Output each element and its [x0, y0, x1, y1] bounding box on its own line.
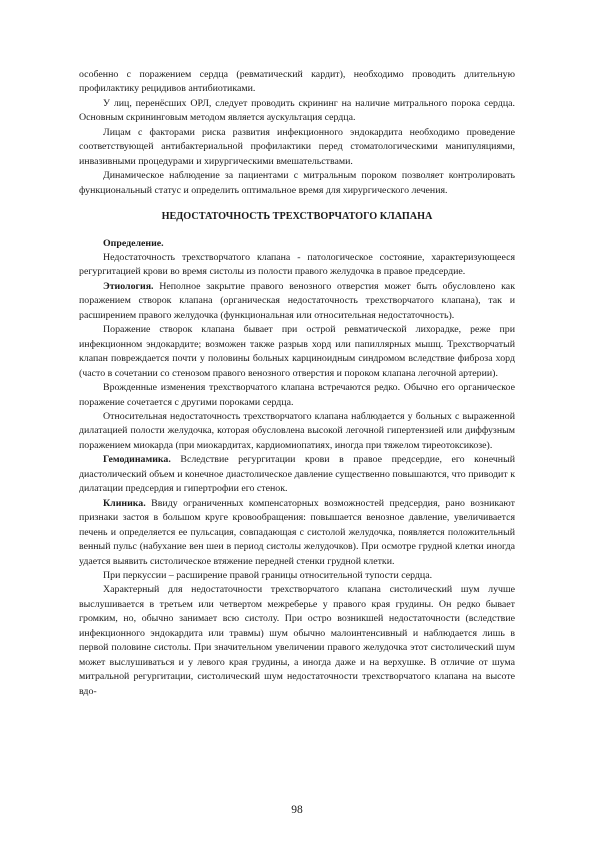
section-title: НЕДОСТАТОЧНОСТЬ ТРЕХСТВОРЧАТОГО КЛАПАНА [161, 211, 433, 223]
intro-paragraph: Лицам с факторами риска развития инфекционного эндокардита необходимо проведение соответствующей антибактериальной профилактики перед стоматологическими манипуляциями, инвазивными процедурами и хирургическими вмешательствами. [79, 126, 515, 167]
hemodynamics-text: Вследствие регургитации крови в правое предсердие, его конечный диастолический объем и конечное диастолическое давление существенно повышаются, что приводит к дилатации предсердия и гипертрофии его стенок. [79, 454, 515, 495]
etiology-paragraph: Поражение створок клапана бывает при острой ревматической лихорадке, реже при инфекционном эндокардите; возможен также разрыв хорд или папиллярных мышц. Трехстворчатый клапан повреждается почти у половины больных карциноидным синдромом вследствие фиброза хорд (часто в сочетании со стенозом правого венозного отверстия и пороком клапана легочной артерии). [79, 324, 515, 379]
hemodynamics-heading: Гемодинамика. [103, 454, 171, 466]
intro-paragraph: особенно с поражением сердца (ревматический кардит), необходимо проводить длительную профилактику рецидивов антибиотиками. [79, 69, 515, 95]
clinic-paragraph: При перкуссии – расширение правой границы относительной тупости сердца. [103, 569, 433, 581]
intro-paragraph: У лиц, перенёсших ОРЛ, следует проводить скрининг на наличие митрального порока сердца. Основным скрининговым методом является аускультация сердца. [79, 97, 515, 124]
page-number: 98 [291, 804, 303, 816]
definition-paragraph: Недостаточность трехстворчатого клапана - патологическое состояние, характеризующееся регургитацией крови во время систолы из полости правого желудочка в правое предсердие. [79, 251, 515, 278]
etiology-paragraph: Врожденные изменения трехстворчатого клапана встречаются редко. Обычно его органическое поражение сочетается с другими пороками сердца. [79, 382, 515, 408]
etiology-heading: Этиология. [103, 280, 154, 292]
clinic-paragraph: Характерный для недостаточности трехстворчатого клапана систолический шум лучше выслушивается в третьем или четвертом межреберье у правого края грудины. Он редко бывает громким, но, обычно занимает всю систолу. При остро возникшей недостаточности (вследствие инфекционного эндокардита или травмы) шум обычно малоинтенсивный и наблюдается лишь в первой половине систолы. При значительном увеличении правого желудочка этот систолический шум может выслушиваться и у левого края грудины, а иногда даже и на верхушке. В отличие от шума митральной регургитации, систолический шум недостаточности трехстворчатого клапана на высоте вдо- [79, 584, 515, 697]
clinic-text: Ввиду ограниченных компенсаторных возможностей предсердия, рано возникают признаки застоя в большом круге кровообращения: повышается венозное давление, увеличивается печень и определяется ее пульсация, совпадающая с систолой желудочка, появляется положительный венный пульс (набухание вен шеи в период систолы желудочков). При осмотре грудной клетки иногда удается выявить систолическое втяжение передней стенки грудной клетки. [79, 497, 515, 567]
definition-heading: Определение. [103, 237, 164, 249]
hemodynamics-paragraph [79, 453, 515, 496]
intro-paragraph: Динамическое наблюдение за пациентами с митральным пороком позволяет контролировать функциональный статус и определить оптимальное время для хирургического лечения. [79, 170, 515, 196]
clinic-heading: Клиника. [103, 497, 146, 509]
page-body [79, 68, 515, 699]
etiology-paragraph: Относительная недостаточность трехстворчатого клапана наблюдается у больных с выраженной дилатацией полости желудочка, которая обусловлена высокой легочной гипертензией или диффузным поражением миокарда (при миокардитах, кардиомиопатиях, иногда при тяжелом тиреотоксикозе). [79, 410, 515, 451]
clinic-paragraph [79, 497, 515, 569]
etiology-paragraph [79, 280, 515, 323]
etiology-text: Неполное закрытие правого венозного отверстия может быть обусловлено как поражением створок клапана (органическая недостаточность трехстворчатого клапана), так и расширением правого желудочка (функциональная или относительная недостаточность). [79, 280, 515, 321]
